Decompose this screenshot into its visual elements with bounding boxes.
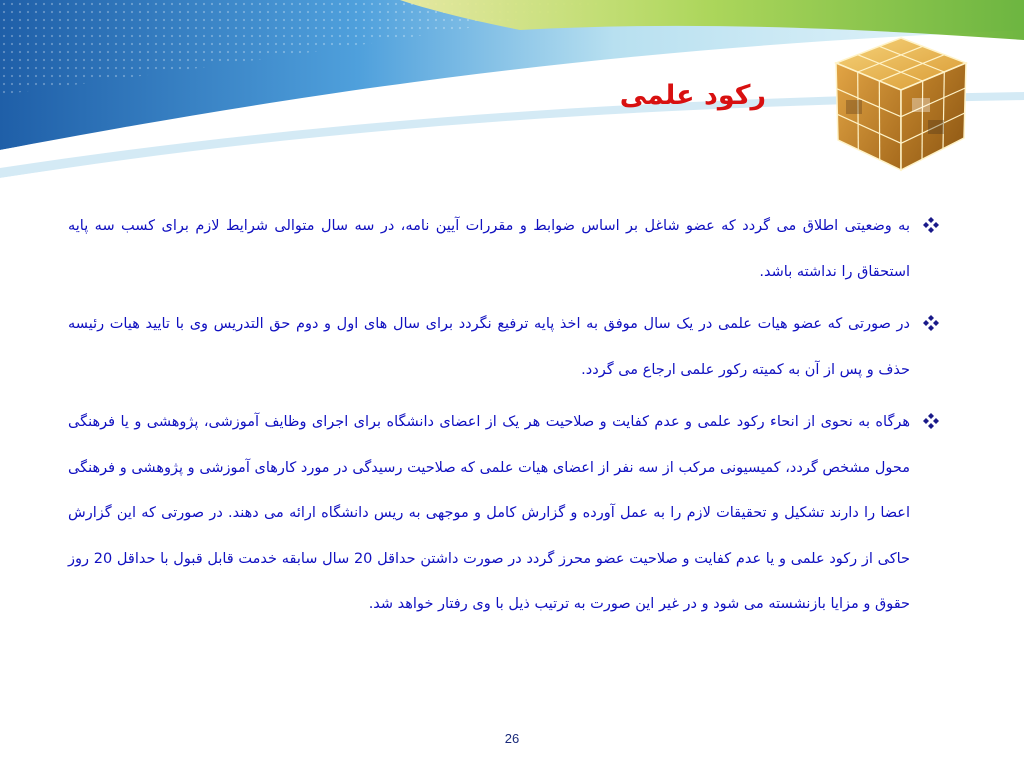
- list-item: [68, 204, 940, 295]
- page-number: 26: [504, 731, 520, 746]
- bullet-text: هرگاه به نحوی از انحاء رکود علمی و عدم کفایت و صلاحیت هر یک از اعضای دانشگاه برای اجرای وظایف آموزشی، پژوهشی و یا فرهنگی محول مشخص گردد، کمیسیونی مرکب از سه نفر از اعضای هیات علمی که صلاحیت رسیدگی در مورد کارهای آموزشی و پژوهشی و فرهنگی اعضا را دارند تشکیل و تحقیقات لازم را به عمل آورده و گزارش کامل و موجهی به ریس دانشگاه ارائه می دهند. در صورتی که این گزارش حاکی از رکود علمی و یا عدم کفایت و صلاحیت عضو محرز گردد در صورت داشتن حداقل 20 سال سابقه خدمت قابل قبول با حداقل 20 روز حقوق و مزایا بازنشسته می شود و در غیر این صورت به ترتیب ذیل با وی رفتار خواهد شد.: [68, 414, 911, 612]
- bullet-text: به وضعیتی اطلاق می گردد که عضو شاغل بر اساس ضوابط و مقررات آیین نامه، در سه سال متوالی شرایط لازم برای کسب سه پایه استحقاق را نداشته باشد.: [68, 218, 910, 280]
- bullet-text: در صورتی که عضو هیات علمی در یک سال موفق به اخذ پایه ترفیع نگردد برای سال های اول و دوم حق التدریس وی با تایید هیات رئیسه حذف و پس از آن به کمیته رکور علمی ارجاع می گردد.: [68, 316, 910, 378]
- slide-title: رکود علمی: [619, 80, 766, 111]
- diamond-bullet-icon: [922, 216, 940, 234]
- bullet-list: [68, 204, 940, 635]
- photo-cube-icon: [826, 28, 976, 178]
- diamond-bullet-icon: [922, 412, 940, 430]
- diamond-bullet-icon: [922, 314, 940, 332]
- list-item: [68, 302, 940, 393]
- list-item: [68, 400, 940, 628]
